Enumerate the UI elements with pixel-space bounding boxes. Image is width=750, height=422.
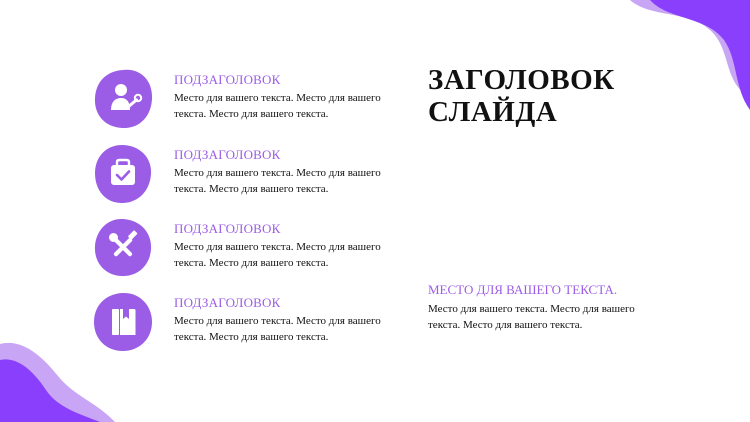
user-wrench-icon (92, 68, 154, 130)
feature-item (92, 68, 382, 138)
right-body-text: Место для вашего текста. Место для вашего текста. Место для вашего текста. (428, 303, 635, 331)
icon-badge (92, 143, 154, 205)
feature-item (92, 143, 382, 213)
item-subheading: ПОДЗАГОЛОВОК (174, 147, 281, 162)
tools-icon (92, 217, 154, 279)
icon-badge (92, 217, 154, 279)
feature-item (92, 291, 382, 361)
item-subheading: ПОДЗАГОЛОВОК (174, 72, 281, 87)
icon-badge (92, 68, 154, 130)
item-subheading: ПОДЗАГОЛОВОК (174, 295, 281, 310)
feature-item (92, 217, 382, 287)
item-subheading: ПОДЗАГОЛОВОК (174, 221, 281, 236)
icon-badge (92, 291, 154, 353)
item-body: Место для вашего текста. Место для вашего текста. Место для вашего текста. (174, 167, 381, 195)
item-body: Место для вашего текста. Место для вашего текста. Место для вашего текста. (174, 315, 381, 343)
book-icon (92, 291, 154, 353)
briefcase-check-icon (92, 143, 154, 205)
item-body: Место для вашего текста. Место для вашего текста. Место для вашего текста. (174, 241, 381, 269)
slide-title: ЗАГОЛОВОК СЛАЙДА (428, 64, 615, 128)
right-subheading: МЕСТО ДЛЯ ВАШЕГО ТЕКСТА. (428, 282, 618, 297)
item-body: Место для вашего текста. Место для вашего текста. Место для вашего текста. (174, 92, 381, 120)
